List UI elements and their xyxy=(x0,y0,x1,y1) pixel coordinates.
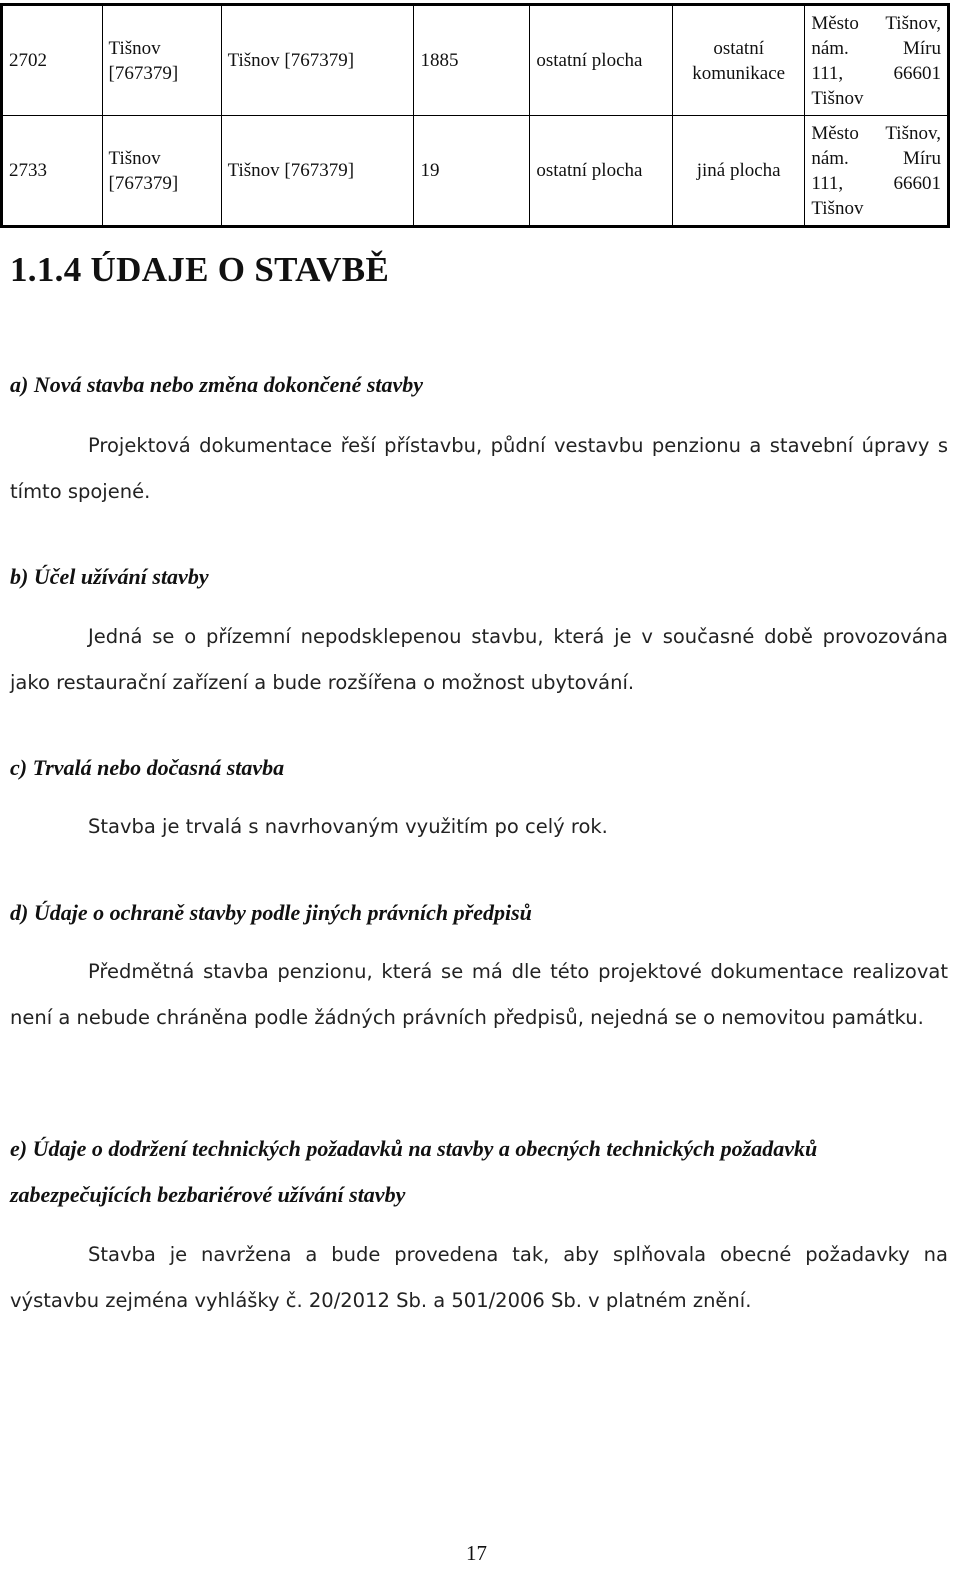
subsection-text-a: Projektová dokumentace řeší přístavbu, půdní vestavbu penzionu a stavební úpravy s tímto spojené. xyxy=(10,434,948,503)
owner-text: Míru xyxy=(903,147,941,169)
owner-text: nám. xyxy=(811,37,849,59)
owner-text: Tišnov, xyxy=(885,122,941,144)
subsection-text-c: Stavba je trvalá s navrhovaným využitím po celý rok. xyxy=(88,815,608,838)
owner-text: Tišnov xyxy=(811,87,864,109)
parcel-table xyxy=(0,3,950,228)
owner-line xyxy=(811,146,941,171)
land-type-cell: ostatní plocha xyxy=(530,116,673,227)
owner-text: 111, xyxy=(811,62,844,84)
table-row xyxy=(2,5,949,116)
owner-line xyxy=(811,11,941,36)
owner-line xyxy=(811,171,941,196)
owner-text: 66601 xyxy=(893,62,941,84)
owner-text: Míru xyxy=(903,37,941,59)
area-cell: 1885 xyxy=(414,5,530,116)
subsection-title-e: e) Údaje o dodržení technických požadavků na stavby a obecných technických požadavků zabezpečujících bezbariérové užívání stavby xyxy=(10,1136,818,1207)
subsection-title-b: b) Účel užívání stavby xyxy=(10,564,209,589)
table-row xyxy=(2,116,949,227)
area-cell: 19 xyxy=(414,116,530,227)
subsection-title-d: d) Údaje o ochraně stavby podle jiných právních předpisů xyxy=(10,900,532,925)
page-number: 17 xyxy=(466,1541,487,1565)
cadastral-area-cell: Tišnov [767379] xyxy=(102,5,221,116)
subsection-title-c: c) Trvalá nebo dočasná stavba xyxy=(10,755,285,780)
subsection-title-a: a) Nová stavba nebo změna dokončené stavby xyxy=(10,372,424,397)
owner-text: 66601 xyxy=(893,172,941,194)
owner-text: Tišnov xyxy=(811,197,864,219)
owner-text: nám. xyxy=(811,147,849,169)
owner-text: Město xyxy=(811,122,859,144)
subsection-text-d: Předmětná stavba penzionu, která se má dle této projektové dokumentace realizovat není a nebude chráněna podle žádných právních předpisů, nejedná se o nemovitou památku. xyxy=(10,960,948,1029)
land-type-cell: ostatní plocha xyxy=(530,5,673,116)
owner-line xyxy=(811,61,941,86)
municipality-cell: Tišnov [767379] xyxy=(221,5,414,116)
owner-cell xyxy=(805,5,949,116)
parcel-number-cell: 2702 xyxy=(2,5,103,116)
subsection-text-e: Stavba je navržena a bude provedena tak, aby splňovala obecné požadavky na výstavbu zejména vyhlášky č. 20/2012 Sb. a 501/2006 Sb. v platném znění. xyxy=(10,1243,948,1312)
owner-line xyxy=(811,36,941,61)
subsection-text-b: Jedná se o přízemní nepodsklepenou stavbu, která je v současné době provozována jako restaurační zařízení a bude rozšířena o možnost ubytování. xyxy=(10,625,948,694)
land-use-cell: jiná plocha xyxy=(672,116,804,227)
owner-text: 111, xyxy=(811,172,844,194)
owner-text: Město xyxy=(811,12,859,34)
land-use-cell: ostatní komunikace xyxy=(672,5,804,116)
owner-line xyxy=(811,121,941,146)
municipality-cell: Tišnov [767379] xyxy=(221,116,414,227)
parcel-number-cell: 2733 xyxy=(2,116,103,227)
owner-cell xyxy=(805,116,949,227)
owner-text: Tišnov, xyxy=(885,12,941,34)
section-heading: 1.1.4 ÚDAJE O STAVBĚ xyxy=(10,250,390,289)
cadastral-area-cell: Tišnov [767379] xyxy=(102,116,221,227)
